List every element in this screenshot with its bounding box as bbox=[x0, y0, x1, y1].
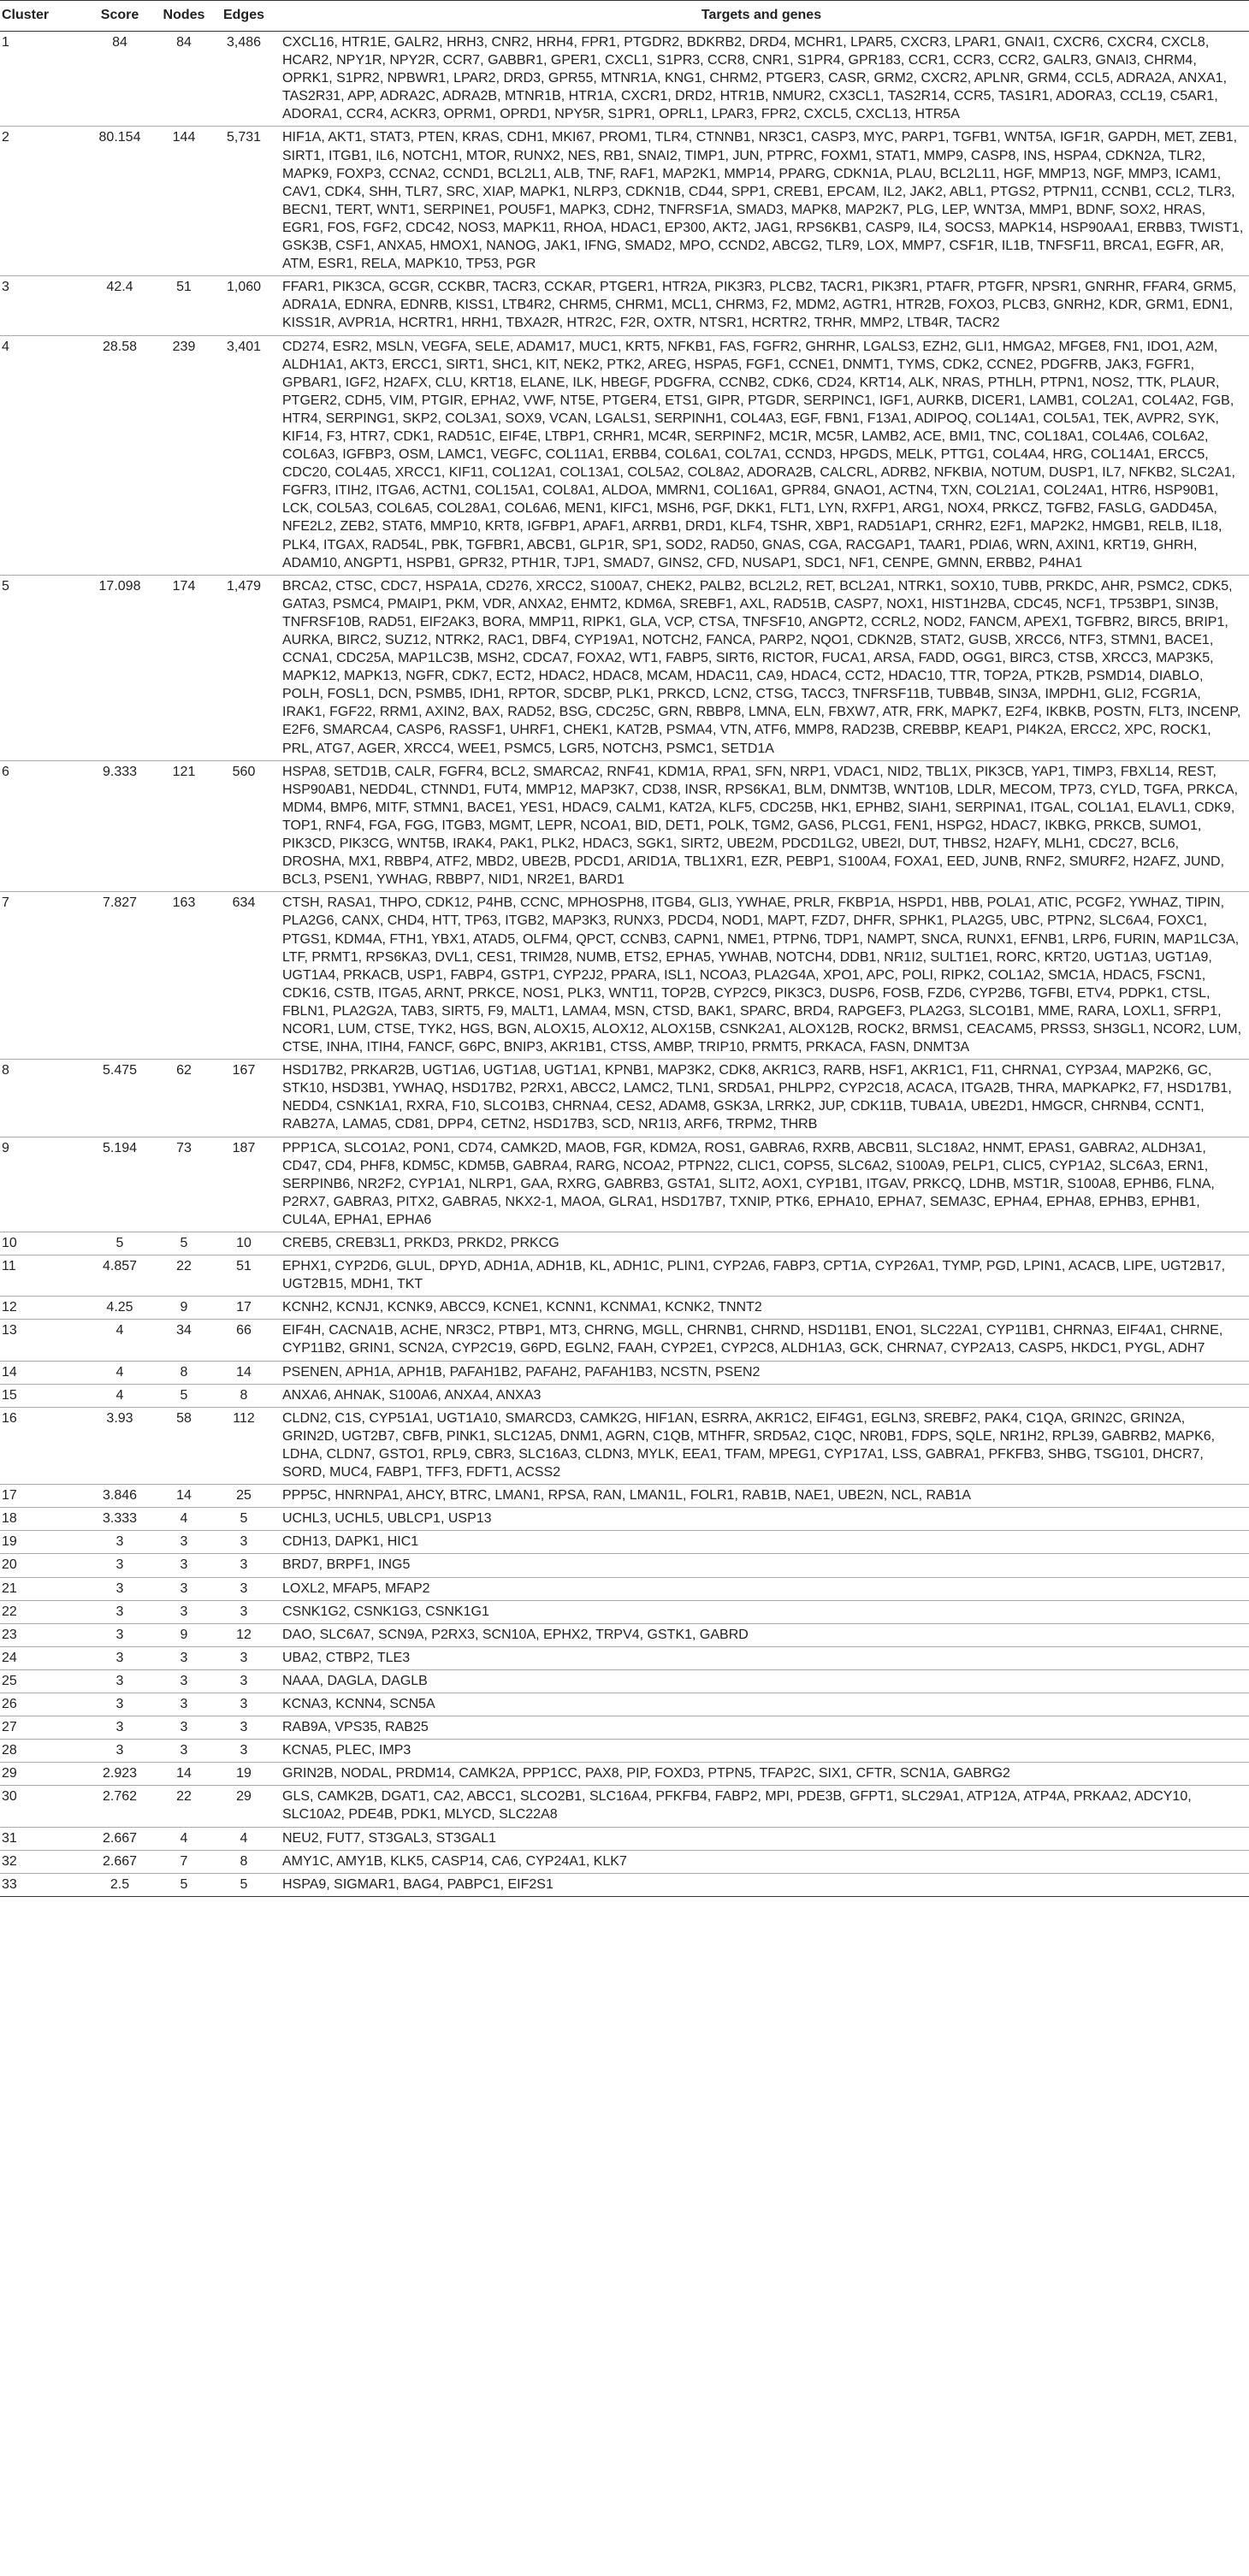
nodes-cell: 34 bbox=[154, 1320, 214, 1361]
cluster-cell: 22 bbox=[0, 1600, 86, 1623]
table-row bbox=[0, 1763, 1249, 1786]
edges-cell: 3 bbox=[214, 1693, 274, 1716]
table-row bbox=[0, 1646, 1249, 1669]
score-cell: 42.4 bbox=[86, 276, 154, 335]
score-cell: 3 bbox=[86, 1623, 154, 1646]
edges-cell: 1,060 bbox=[214, 276, 274, 335]
cluster-cell: 14 bbox=[0, 1361, 86, 1384]
cluster-cell: 18 bbox=[0, 1508, 86, 1531]
nodes-cell: 5 bbox=[154, 1384, 214, 1407]
score-cell: 4 bbox=[86, 1384, 154, 1407]
table-row bbox=[0, 127, 1249, 276]
genes-cell: ANXA6, AHNAK, S100A6, ANXA4, ANXA3 bbox=[274, 1384, 1249, 1407]
nodes-cell: 8 bbox=[154, 1361, 214, 1384]
score-cell: 2.762 bbox=[86, 1786, 154, 1827]
score-cell: 4.857 bbox=[86, 1256, 154, 1297]
nodes-cell: 5 bbox=[154, 1232, 214, 1256]
table-row bbox=[0, 335, 1249, 575]
score-cell: 2.667 bbox=[86, 1827, 154, 1850]
nodes-cell: 4 bbox=[154, 1508, 214, 1531]
cluster-cell: 16 bbox=[0, 1407, 86, 1484]
edges-cell: 3 bbox=[214, 1716, 274, 1740]
nodes-cell: 3 bbox=[154, 1669, 214, 1693]
cluster-cell: 20 bbox=[0, 1554, 86, 1577]
nodes-cell: 239 bbox=[154, 335, 214, 575]
score-cell: 3.846 bbox=[86, 1485, 154, 1508]
table-row bbox=[0, 1407, 1249, 1484]
nodes-cell: 14 bbox=[154, 1763, 214, 1786]
genes-cell: LOXL2, MFAP5, MFAP2 bbox=[274, 1577, 1249, 1600]
nodes-cell: 84 bbox=[154, 32, 214, 127]
genes-cell: CSNK1G2, CSNK1G3, CSNK1G1 bbox=[274, 1600, 1249, 1623]
table-row bbox=[0, 1600, 1249, 1623]
score-cell: 2.923 bbox=[86, 1763, 154, 1786]
header-targets: Targets and genes bbox=[274, 1, 1249, 32]
table-row bbox=[0, 276, 1249, 335]
score-cell: 5.194 bbox=[86, 1137, 154, 1232]
cluster-cell: 17 bbox=[0, 1485, 86, 1508]
cluster-cell: 3 bbox=[0, 276, 86, 335]
score-cell: 2.5 bbox=[86, 1873, 154, 1896]
header-score: Score bbox=[86, 1, 154, 32]
genes-cell: CTSH, RASA1, THPO, CDK12, P4HB, CCNC, MPHOSPH8, ITGB4, GLI3, YWHAE, PRLR, FKBP1A, HSPD1, HBB, POLA1, ATIC, PCGF2, YWHAZ, TIPIN, PLA2G6, CANX, CHD4, HTT, TP63, ITGB2, MAP3K3, RUNX3, PDCD4, NOD1, MAPT, FZD7, DHFR, SPHK1, PLA2G5, UBC, PTPN2, SLC6A4, FOXC1, PTGS1, KDM4A, FTH1, YBX1, ATAD5, OLFM4, QPCT, CCNB3, CAPN1, NME1, PTPN6, TDP1, NAMPT, SNCA, RUNX1, EFNB1, LRP6, FURIN, MAP1LC3A, LTF, PRMT1, RPS6KA3, DVL1, CES1, TRIM28, NUMB, ETS2, EPHA5, YWHAB, NOTCH4, DDB1, NR1I2, SULT1E1, RORC, KRT20, UGT1A3, UGT1A9, UGT1A4, PRKACB, USP1, FABP4, GSTP1, CYP2J2, PPARA, ISL1, NCOA3, PLA2G4A, XPO1, APC, POLI, RIPK2, COL1A2, SMC1A, HDAC5, FSCN1, CDK16, CSTB, ITGA5, ARNT, PRKCE, NOS1, PLK3, WNT11, TOP2B, CYP2C9, PIK3C3, DUSP6, FOSB, FZD6, CYP2B6, TGFBI, ETV4, PDPK1, CTSL, FBLN1, PLA2G2A, TAB3, SIRT5, F9, MALT1, LAMA4, MSN, CTSD, BAK1, SPARC, BRD4, RAPGEF3, PLA2G3, SLCO1B1, MME, RARA, LOXL1, SFRP1, NCOR1, LUM, CTSE, TYK2, HGS, BGN, ALOX15, ALOX12, ALOX15B, CSNK2A1, ALOX12B, ROCK2, BRMS1, CEACAM5, PRSS3, SH3GL1, NCOR2, LUM, CTSE, INHA, ITIH4, FANCF, G6PC, BNIP3, AKR1B1, CTSS, AMBP, TRIP10, PRMT5, PRKACA, FASN, DNMT3A bbox=[274, 892, 1249, 1060]
genes-cell: NEU2, FUT7, ST3GAL3, ST3GAL1 bbox=[274, 1827, 1249, 1850]
table-row bbox=[0, 1531, 1249, 1554]
edges-cell: 634 bbox=[214, 892, 274, 1060]
table-row bbox=[0, 1693, 1249, 1716]
cluster-cell: 30 bbox=[0, 1786, 86, 1827]
edges-cell: 112 bbox=[214, 1407, 274, 1484]
cluster-cell: 12 bbox=[0, 1297, 86, 1320]
cluster-cell: 13 bbox=[0, 1320, 86, 1361]
cluster-cell: 24 bbox=[0, 1646, 86, 1669]
edges-cell: 3 bbox=[214, 1600, 274, 1623]
edges-cell: 14 bbox=[214, 1361, 274, 1384]
table-body bbox=[0, 32, 1249, 1897]
genes-cell: BRD7, BRPF1, ING5 bbox=[274, 1554, 1249, 1577]
edges-cell: 560 bbox=[214, 760, 274, 892]
genes-cell: CLDN2, C1S, CYP51A1, UGT1A10, SMARCD3, CAMK2G, HIF1AN, ESRRA, AKR1C2, EIF4G1, EGLN3, SREBF2, PAK4, C1QA, GRIN2C, GRIN2A, GRIN2D, UGT2B7, CBFB, PINK1, SLC12A5, DNM1, AGRN, C1QB, MTHFR, SRD5A2, C1QC, NR0B1, FDPS, SQLE, NR1H2, RPL39, GABRB2, MAPK6, LDHA, CLDN7, GSTO1, RPL9, CBR3, SLC16A3, CLDN3, MYLK, EEA1, TFAM, MPEG1, CYP17A1, LSS, GABRA1, PFKFB3, SHBG, TSG101, DHCR7, SORD, MUC4, FABP1, TFF3, FDFT1, ACSS2 bbox=[274, 1407, 1249, 1484]
cluster-cell: 26 bbox=[0, 1693, 86, 1716]
genes-cell: HSPA9, SIGMAR1, BAG4, PABPC1, EIF2S1 bbox=[274, 1873, 1249, 1896]
table-row bbox=[0, 1623, 1249, 1646]
genes-cell: AMY1C, AMY1B, KLK5, CASP14, CA6, CYP24A1, KLK7 bbox=[274, 1850, 1249, 1873]
genes-cell: FFAR1, PIK3CA, GCGR, CCKBR, TACR3, CCKAR, PTGER1, HTR2A, PIK3R3, PLCB2, TACR1, PIK3R1, PTAFR, PTGFR, NPSR1, GNRHR, FFAR4, GRM5, ADRA1A, EDNRA, EDNRB, KISS1, LTB4R2, CHRM5, CHRM1, MCL1, CHRM3, F2, MDM2, AGTR1, HTR2B, FOXO3, PLCB3, GNRH2, KDR, GRM1, EDN1, KISS1R, AVPR1A, HCRTR1, HRH1, TBXA2R, HTR2C, F2R, OXTR, NTSR1, HCRTR2, TRHR, MMP2, LTB4R, TACR2 bbox=[274, 276, 1249, 335]
cluster-cell: 27 bbox=[0, 1716, 86, 1740]
nodes-cell: 14 bbox=[154, 1485, 214, 1508]
nodes-cell: 3 bbox=[154, 1531, 214, 1554]
header-nodes: Nodes bbox=[154, 1, 214, 32]
cluster-cell: 6 bbox=[0, 760, 86, 892]
nodes-cell: 174 bbox=[154, 575, 214, 760]
table-row bbox=[0, 1577, 1249, 1600]
genes-cell: GRIN2B, NODAL, PRDM14, CAMK2A, PPP1CC, PAX8, PIP, FOXD3, PTPN5, TFAP2C, SIX1, CFTR, SCN1A, GABRG2 bbox=[274, 1763, 1249, 1786]
edges-cell: 5,731 bbox=[214, 127, 274, 276]
table-row bbox=[0, 1827, 1249, 1850]
genes-cell: EIF4H, CACNA1B, ACHE, NR3C2, PTBP1, MT3, CHRNG, MGLL, CHRNB1, CHRND, HSD11B1, ENO1, SLC22A1, CYP11B1, CHRNA3, EIF4A1, CHRNE, CYP11B2, GRIN1, SCN2A, CYP2C19, G6PD, EGLN2, FAAH, CYP2E1, CYP2C8, ALDH1A3, GCK, CHRNA7, CYP2A13, CASP5, HKDC1, PYGL, ADH7 bbox=[274, 1320, 1249, 1361]
genes-cell: RAB9A, VPS35, RAB25 bbox=[274, 1716, 1249, 1740]
edges-cell: 3 bbox=[214, 1554, 274, 1577]
table-row bbox=[0, 1740, 1249, 1763]
nodes-cell: 3 bbox=[154, 1740, 214, 1763]
nodes-cell: 3 bbox=[154, 1577, 214, 1600]
genes-cell: HSD17B2, PRKAR2B, UGT1A6, UGT1A8, UGT1A1, KPNB1, MAP3K2, CDK8, AKR1C3, RARB, HSF1, AKR1C1, F11, CHRNA1, CYP3A4, MAP2K6, GC, STK10, HSD3B1, YWHAQ, HSD17B2, P2RX1, ABCC2, LAMC2, TLN1, SRD5A1, PHLPP2, CYP2C18, ACACA, ITGA2B, THRA, MAPKAPK2, F7, HSD17B1, NEDD4, CSNK1A1, RXRA, F10, SLCO1B3, CHRNA4, CES2, ADAM8, GSK3A, LRRK2, JUP, CDK11B, TUBA1A, UBE2D1, HMGCR, CHRNB4, CCNT1, RAB27A, LAMA5, CD81, DPP4, CETN2, HSD17B3, SCD, NR1I3, ARF6, TRPM2, THRB bbox=[274, 1060, 1249, 1137]
genes-cell: UCHL3, UCHL5, UBLCP1, USP13 bbox=[274, 1508, 1249, 1531]
score-cell: 3 bbox=[86, 1577, 154, 1600]
cluster-cell: 11 bbox=[0, 1256, 86, 1297]
table-row bbox=[0, 575, 1249, 760]
table-row bbox=[0, 1256, 1249, 1297]
edges-cell: 167 bbox=[214, 1060, 274, 1137]
nodes-cell: 5 bbox=[154, 1873, 214, 1896]
genes-cell: CD274, ESR2, MSLN, VEGFA, SELE, ADAM17, MUC1, KRT5, NFKB1, FAS, FGFR2, GHRHR, LGALS3, EZH2, GLI1, HMGA2, MFGE8, FN1, IDO1, A2M, ALDH1A1, AKT3, ERCC1, SIRT1, SHC1, KIT, NEK2, PTK2, AREG, HSPA5, FGF1, CCNE1, DNMT1, TYMS, CDK2, CCNE2, PDGFRB, JAK3, FGFR1, GPBAR1, IGF2, H2AFX, CLU, KRT18, ELANE, ILK, HBEGF, PDGFRA, CCNB2, CDK6, CD24, KRT14, ALK, NRAS, PTHLH, PTPN1, NOS2, TTK, PLAUR, PTGER2, CDH5, VIM, PTGIR, EPHA2, VWF, NT5E, PTGER4, ETS1, GIPR, PTGDR, SERPINC1, IGF1, AURKB, DICER1, LAMB1, COL2A1, COL4A2, FGB, HTR4, SERPING1, SKP2, COL3A1, SOX9, VCAN, LGALS1, SERPINH1, COL4A3, EGF, FBN1, F13A1, ADIPOQ, COL14A1, COL5A1, TEK, AVPR2, SYK, KIF14, F3, HTR7, CDK1, RAD51C, EIF4E, LTBP1, CRHR1, MC4R, SERPINF2, MC1R, MC5R, LAMB2, ACE, BMI1, TNC, COL18A1, COL4A6, COL6A2, COL6A3, IGFBP3, OSM, LAMC1, VEGFC, COL11A1, ERBB4, COL6A1, COL7A1, CCND3, HPGDS, MELK, PTTG1, COL4A4, HRG, COL14A1, ERCC5, CDC20, COL4A5, XRCC1, KIF11, COL12A1, COL13A1, COL5A2, COL8A2, ADORA2B, CALCRL, ADRB2, NFKBIA, NOTUM, DUSP1, IL7, NFKB2, SLC2A1, FGFR3, ITIH2, ITGA6, ACTN1, COL15A1, COL8A1, ALDOA, MMRN1, COL16A1, GPR84, GNAO1, ACTN4, TXN, COL21A1, COL24A1, HTR6, HSP90B1, LCK, COL5A3, COL6A5, COL28A1, COL6A6, MEN1, KIFC1, MSH6, PGF, DKK1, FLT1, LYN, RXFP1, ARG1, NOX4, PRKCZ, TGFB2, FASLG, GADD45A, NFE2L2, ZEB2, STAT6, MMP10, KRT8, IGFBP1, APAF1, ARRB1, DRD1, KLF4, TSHR, XBP1, RAD51AP1, CRHR2, E2F1, MAP2K2, HMGB1, RELB, IL18, PLK4, ITGAX, RAD54L, PBK, TGFBR1, ABCB1, GLP1R, SP1, SOD2, RAD50, GNAS, CGA, RACGAP1, TAAR1, PDIA6, WRN, AXIN1, KRT19, GHRH, ADAM10, ANGPT1, HSPB1, GPR32, PTH1R, TJP1, SMAD7, GINS2, CFD, NUSAP1, SDC1, NF1, CENPE, GMNN, ERBB2, P4HA1 bbox=[274, 335, 1249, 575]
edges-cell: 3,486 bbox=[214, 32, 274, 127]
score-cell: 28.58 bbox=[86, 335, 154, 575]
cluster-cell: 9 bbox=[0, 1137, 86, 1232]
edges-cell: 3 bbox=[214, 1646, 274, 1669]
genes-cell: UBA2, CTBP2, TLE3 bbox=[274, 1646, 1249, 1669]
cluster-cell: 28 bbox=[0, 1740, 86, 1763]
score-cell: 4 bbox=[86, 1361, 154, 1384]
cluster-cell: 23 bbox=[0, 1623, 86, 1646]
cluster-cell: 15 bbox=[0, 1384, 86, 1407]
score-cell: 3.93 bbox=[86, 1407, 154, 1484]
nodes-cell: 121 bbox=[154, 760, 214, 892]
score-cell: 4 bbox=[86, 1320, 154, 1361]
table-row bbox=[0, 1060, 1249, 1137]
cluster-cell: 31 bbox=[0, 1827, 86, 1850]
table-row bbox=[0, 1485, 1249, 1508]
cluster-cell: 7 bbox=[0, 892, 86, 1060]
table-row bbox=[0, 1137, 1249, 1232]
table-row bbox=[0, 1554, 1249, 1577]
edges-cell: 66 bbox=[214, 1320, 274, 1361]
genes-cell: PPP1CA, SLCO1A2, PON1, CD74, CAMK2D, MAOB, FGR, KDM2A, ROS1, GABRA6, RXRB, ABCB11, SLC18A2, HNMT, EPAS1, GABRA2, ALDH3A1, CD47, CD4, PHF8, KDM5C, KDM5B, GABRA4, RARG, NCOA2, PTPN22, CLIC1, COPS5, SLC6A2, S100A9, PELP1, CLIC5, CYP1A2, SLC6A3, ERN1, SERPINB6, NR2F2, CYP1A1, NLRP1, GAA, RXRG, GABRB3, GSTA1, SLIT2, AOX1, CYP1B1, ITGAV, PRKCQ, LDHB, MST1R, S100A8, EPHB6, FLNA, P2RX7, GABRA3, PITX2, GABRA5, NKX2-1, MAOA, GLRA1, HSD17B7, TXNIP, PTK6, EPHA10, EPHA7, SEMA3C, EPHA4, EPHA8, EPHB3, EPHB1, CUL4A, EPHA1, EPHA6 bbox=[274, 1137, 1249, 1232]
genes-cell: EPHX1, CYP2D6, GLUL, DPYD, ADH1A, ADH1B, KL, ADH1C, PLIN1, CYP2A6, FABP3, CPT1A, CYP26A1, TYMP, PGD, LPIN1, ACACB, LIPE, UGT2B17, UGT2B15, MDH1, TKT bbox=[274, 1256, 1249, 1297]
header-cluster: Cluster bbox=[0, 1, 86, 32]
genes-cell: CXCL16, HTR1E, GALR2, HRH3, CNR2, HRH4, FPR1, PTGDR2, BDKRB2, DRD4, MCHR1, LPAR5, CXCR3, LPAR1, GNAI1, CXCR6, CXCR4, CXCL8, HCAR2, NPY1R, NPY2R, CCR7, GABBR1, GPER1, CXCL1, S1PR3, CCR8, CNR1, S1PR4, GPR183, CCR1, CCR3, CCR2, GALR3, GNAI3, CHRM4, OPRK1, S1PR2, NPBWR1, LPAR2, DRD3, GPR55, MTNR1A, KNG1, CHRM2, PTGER3, CASR, GRM2, CXCR2, APLNR, GRM4, CCL5, ADRA2A, ANXA1, TAS2R31, APP, ADRA2C, ADRA2B, MTNR1B, HTR1A, CXCR1, DRD2, HTR1B, NMUR2, CX3CL1, TAS2R14, CCR5, TAS1R1, ADORA3, CCL19, C5AR1, ADORA1, CCR4, ACKR3, OPRM1, OPRD1, NPY5R, S1PR1, OPRL1, LPAR3, FPR2, CXCL5, CXCL13, HTR5A bbox=[274, 32, 1249, 127]
genes-cell: CREB5, CREB3L1, PRKD3, PRKD2, PRKCG bbox=[274, 1232, 1249, 1256]
table-row bbox=[0, 1297, 1249, 1320]
score-cell: 84 bbox=[86, 32, 154, 127]
table-row bbox=[0, 1384, 1249, 1407]
table-row bbox=[0, 1873, 1249, 1896]
genes-cell: BRCA2, CTSC, CDC7, HSPA1A, CD276, XRCC2, S100A7, CHEK2, PALB2, BCL2L2, RET, BCL2A1, NTRK1, SOX10, TUBB, PRKDC, AHR, PSMC2, CDK5, GATA3, PSMC4, PMAIP1, PKM, VDR, ANXA2, EHMT2, KDM6A, SREBF1, AXL, RAD51B, CASP7, NOX1, HIST1H2BA, CDC45, NCF1, TP53BP1, SIN3B, TNFRSF10B, RAD51, EIF2AK3, BORA, MMP11, RIPK1, GLA, VCP, CTSA, TNFSF10, ANGPT2, CCRL2, NOD2, FANCM, APEX1, TGFBR2, BIRC5, BRIP1, AURKA, BIRC2, SUZ12, NTRK2, RAC1, DBF4, CYP19A1, NOTCH2, FANCA, PARP2, NQO1, CDKN2B, STAT2, GUSB, XRCC6, NTF3, STMN1, BACE1, CCNA1, CDC25A, MAP1LC3B, MSH2, CDCA7, FOXA2, WT1, FABP5, SIRT6, RICTOR, FUCA1, ARSA, FADD, OGG1, BIRC3, CTSB, XRCC3, MAP3K5, MAPK12, MAPK13, NGFR, CDK7, ECT2, HDAC2, HDAC8, MCAM, HDAC11, CA9, HDAC4, CCT2, HDAC10, TTR, TOP2A, PTK2B, PSMD14, DIABLO, POLH, FOSL1, DCN, PSMB5, IDH1, RPTOR, SDCBP, PLK1, PRKCD, LCN2, CTSG, TACC3, TNFRSF11B, TUBB4B, SIN3A, IMPDH1, GLI2, FCGR1A, IRAK1, FGF22, RRM1, AXIN2, BAX, RAD52, BSG, CDC25C, GRN, RBBP8, LMNA, ELN, FBXW7, ATR, FRK, MAPK7, E2F4, IKBKB, POSTN, FLT3, INCENP, E2F6, SMARCA4, CASP6, RASSF1, UHRF1, CHEK1, KAT2B, PSMA4, VTN, ATF6, MMP8, RAD23B, CREBBP, KEAP1, PI4K2A, ERCC2, XPC, ROCK1, PRL, ATG7, AGER, XRCC4, WEE1, PSMC5, LGR5, NOTCH3, PSMC1, SETD1A bbox=[274, 575, 1249, 760]
cluster-cell: 29 bbox=[0, 1763, 86, 1786]
nodes-cell: 3 bbox=[154, 1693, 214, 1716]
cluster-cell: 5 bbox=[0, 575, 86, 760]
table-row bbox=[0, 1669, 1249, 1693]
nodes-cell: 51 bbox=[154, 276, 214, 335]
score-cell: 4.25 bbox=[86, 1297, 154, 1320]
score-cell: 3 bbox=[86, 1600, 154, 1623]
nodes-cell: 3 bbox=[154, 1646, 214, 1669]
edges-cell: 5 bbox=[214, 1508, 274, 1531]
edges-cell: 5 bbox=[214, 1873, 274, 1896]
cluster-cell: 19 bbox=[0, 1531, 86, 1554]
header-row bbox=[0, 1, 1249, 32]
edges-cell: 4 bbox=[214, 1827, 274, 1850]
edges-cell: 17 bbox=[214, 1297, 274, 1320]
genes-cell: CDH13, DAPK1, HIC1 bbox=[274, 1531, 1249, 1554]
cluster-cell: 10 bbox=[0, 1232, 86, 1256]
score-cell: 2.667 bbox=[86, 1850, 154, 1873]
score-cell: 9.333 bbox=[86, 760, 154, 892]
cluster-cell: 21 bbox=[0, 1577, 86, 1600]
table-row bbox=[0, 1850, 1249, 1873]
genes-cell: KCNA5, PLEC, IMP3 bbox=[274, 1740, 1249, 1763]
nodes-cell: 58 bbox=[154, 1407, 214, 1484]
table-row bbox=[0, 1320, 1249, 1361]
edges-cell: 10 bbox=[214, 1232, 274, 1256]
edges-cell: 3 bbox=[214, 1531, 274, 1554]
nodes-cell: 3 bbox=[154, 1716, 214, 1740]
edges-cell: 1,479 bbox=[214, 575, 274, 760]
cluster-cell: 1 bbox=[0, 32, 86, 127]
genes-cell: DAO, SLC6A7, SCN9A, P2RX3, SCN10A, EPHX2, TRPV4, GSTK1, GABRD bbox=[274, 1623, 1249, 1646]
nodes-cell: 9 bbox=[154, 1623, 214, 1646]
genes-cell: KCNH2, KCNJ1, KCNK9, ABCC9, KCNE1, KCNN1, KCNMA1, KCNK2, TNNT2 bbox=[274, 1297, 1249, 1320]
score-cell: 5.475 bbox=[86, 1060, 154, 1137]
nodes-cell: 144 bbox=[154, 127, 214, 276]
table-row bbox=[0, 1508, 1249, 1531]
score-cell: 3.333 bbox=[86, 1508, 154, 1531]
genes-cell: HIF1A, AKT1, STAT3, PTEN, KRAS, CDH1, MKI67, PROM1, TLR4, CTNNB1, NR3C1, CASP3, MYC, PARP1, TGFB1, WNT5A, IGF1R, GAPDH, MET, ZEB1, SIRT1, ITGB1, IL6, NOTCH1, MTOR, RUNX2, NES, RB1, SNAI2, TIMP1, JUN, PTPRC, FOXM1, STAT1, MMP9, CASP8, INS, HSPA4, CDKN2A, TLR2, MAPK9, FOXP3, CCNA2, CCND1, BCL2L1, ALB, TNF, RAF1, MAP2K1, MMP14, PPARG, CDKN1A, PLAU, BCL2L11, HGF, MMP13, NGF, MMP3, ICAM1, CAV1, CDK4, SHH, TLR7, SRC, XIAP, MAPK1, NLRP3, CDKN1B, CD44, SPP1, CREB1, EPCAM, IL2, JAK2, ABL1, PTGS2, PTPN11, CCNB1, CCL2, TLR3, BECN1, TERT, WNT1, SERPINE1, POU5F1, MAPK3, CDH2, TNFRSF1A, SMAD3, MAPK8, MAP2K7, PLG, LEP, WNT3A, MMP1, BDNF, SOX2, HRAS, EGR1, FOS, FGF2, CDC42, NOS3, MAPK11, RHOA, HDAC1, EP300, AKT2, JAG1, RPS6KB1, CASP9, IL4, SOCS3, MAPK14, HSP90AA1, ERBB3, TWIST1, GSK3B, CSF1, ANXA5, HMOX1, NANOG, JAK1, IFNG, SMAD2, MPO, CCND2, ABCG2, TLR9, LOX, MMP7, CSF1R, IL1B, TNFSF11, BRCA1, EGFR, AR, ATM, ESR1, RELA, MAPK10, TP53, PGR bbox=[274, 127, 1249, 276]
table-row bbox=[0, 760, 1249, 892]
score-cell: 5 bbox=[86, 1232, 154, 1256]
cluster-cell: 33 bbox=[0, 1873, 86, 1896]
cluster-cell: 25 bbox=[0, 1669, 86, 1693]
score-cell: 3 bbox=[86, 1646, 154, 1669]
edges-cell: 29 bbox=[214, 1786, 274, 1827]
cluster-cell: 32 bbox=[0, 1850, 86, 1873]
nodes-cell: 4 bbox=[154, 1827, 214, 1850]
table-row bbox=[0, 1232, 1249, 1256]
cluster-cell: 8 bbox=[0, 1060, 86, 1137]
edges-cell: 3 bbox=[214, 1577, 274, 1600]
edges-cell: 3,401 bbox=[214, 335, 274, 575]
genes-cell: KCNA3, KCNN4, SCN5A bbox=[274, 1693, 1249, 1716]
edges-cell: 12 bbox=[214, 1623, 274, 1646]
nodes-cell: 163 bbox=[154, 892, 214, 1060]
score-cell: 3 bbox=[86, 1669, 154, 1693]
nodes-cell: 3 bbox=[154, 1600, 214, 1623]
table-row bbox=[0, 1786, 1249, 1827]
edges-cell: 3 bbox=[214, 1669, 274, 1693]
score-cell: 80.154 bbox=[86, 127, 154, 276]
nodes-cell: 62 bbox=[154, 1060, 214, 1137]
table-row bbox=[0, 1716, 1249, 1740]
edges-cell: 3 bbox=[214, 1740, 274, 1763]
edges-cell: 8 bbox=[214, 1850, 274, 1873]
edges-cell: 51 bbox=[214, 1256, 274, 1297]
genes-cell: PSENEN, APH1A, APH1B, PAFAH1B2, PAFAH2, PAFAH1B3, NCSTN, PSEN2 bbox=[274, 1361, 1249, 1384]
genes-cell: HSPA8, SETD1B, CALR, FGFR4, BCL2, SMARCA2, RNF41, KDM1A, RPA1, SFN, NRP1, VDAC1, NID2, TBL1X, PIK3CB, YAP1, TIMP3, FBXL14, REST, HSP90AB1, NEDD4L, CTNND1, FUT4, MMP12, MAP3K7, CD38, INSR, RPS6KA1, BLM, DNMT3B, WNT10B, LDLR, MECOM, TP73, CYLD, TGFA, PRKCA, MDM4, BMP6, MITF, STMN1, BACE1, YES1, HDAC9, CALM1, KAT2A, KLF5, CDC25B, HK1, EPHB2, SIAH1, SERPINA1, ITGAL, COL1A1, ELAVL1, CDK9, TOP1, RNF4, FGA, FGG, ITGB3, MGMT, LEPR, NCOA1, BID, DET1, POLK, TGM2, GAS6, PLCG1, FEN1, HSPG2, HDAC7, IKBKG, PRKCB, SUMO1, PIK3CD, PIK3CG, WNT5B, IRAK4, PAK1, PLK2, HDAC3, SGK1, SIRT2, UBE2M, PDCD1LG2, UBE2I, DUT, THBS2, H2AFY, MLH1, CDC27, BCL6, DROSHA, MX1, RBBP4, ATF2, MBD2, UBE2B, PDCD1, ARID1A, TBL1XR1, EZR, PEBP1, S100A4, FOXA1, EED, JUNB, RNF2, SMURF2, H2AFZ, JUND, BCL3, PSEN1, YWHAG, RBBP7, NID1, NR2E1, BARD1 bbox=[274, 760, 1249, 892]
nodes-cell: 73 bbox=[154, 1137, 214, 1232]
table-row bbox=[0, 32, 1249, 127]
nodes-cell: 7 bbox=[154, 1850, 214, 1873]
genes-cell: NAAA, DAGLA, DAGLB bbox=[274, 1669, 1249, 1693]
nodes-cell: 22 bbox=[154, 1786, 214, 1827]
score-cell: 3 bbox=[86, 1740, 154, 1763]
genes-cell: GLS, CAMK2B, DGAT1, CA2, ABCC1, SLCO2B1, SLC16A4, PFKFB4, FABP2, MPI, PDE3B, GFPT1, SLC29A1, ATP12A, ATP4A, PRKAA2, ADCY10, SLC10A2, PDE4B, PDK1, MLYCD, SLC22A8 bbox=[274, 1786, 1249, 1827]
genes-cell: PPP5C, HNRNPA1, AHCY, BTRC, LMAN1, RPSA, RAN, LMAN1L, FOLR1, RAB1B, NAE1, UBE2N, NCL, RAB1A bbox=[274, 1485, 1249, 1508]
cluster-cell: 4 bbox=[0, 335, 86, 575]
score-cell: 7.827 bbox=[86, 892, 154, 1060]
nodes-cell: 9 bbox=[154, 1297, 214, 1320]
edges-cell: 25 bbox=[214, 1485, 274, 1508]
cluster-cell: 2 bbox=[0, 127, 86, 276]
table-row bbox=[0, 892, 1249, 1060]
score-cell: 3 bbox=[86, 1693, 154, 1716]
table-header bbox=[0, 1, 1249, 32]
score-cell: 3 bbox=[86, 1716, 154, 1740]
edges-cell: 19 bbox=[214, 1763, 274, 1786]
header-edges: Edges bbox=[214, 1, 274, 32]
table-row bbox=[0, 1361, 1249, 1384]
nodes-cell: 3 bbox=[154, 1554, 214, 1577]
edges-cell: 187 bbox=[214, 1137, 274, 1232]
score-cell: 17.098 bbox=[86, 575, 154, 760]
nodes-cell: 22 bbox=[154, 1256, 214, 1297]
score-cell: 3 bbox=[86, 1531, 154, 1554]
edges-cell: 8 bbox=[214, 1384, 274, 1407]
score-cell: 3 bbox=[86, 1554, 154, 1577]
